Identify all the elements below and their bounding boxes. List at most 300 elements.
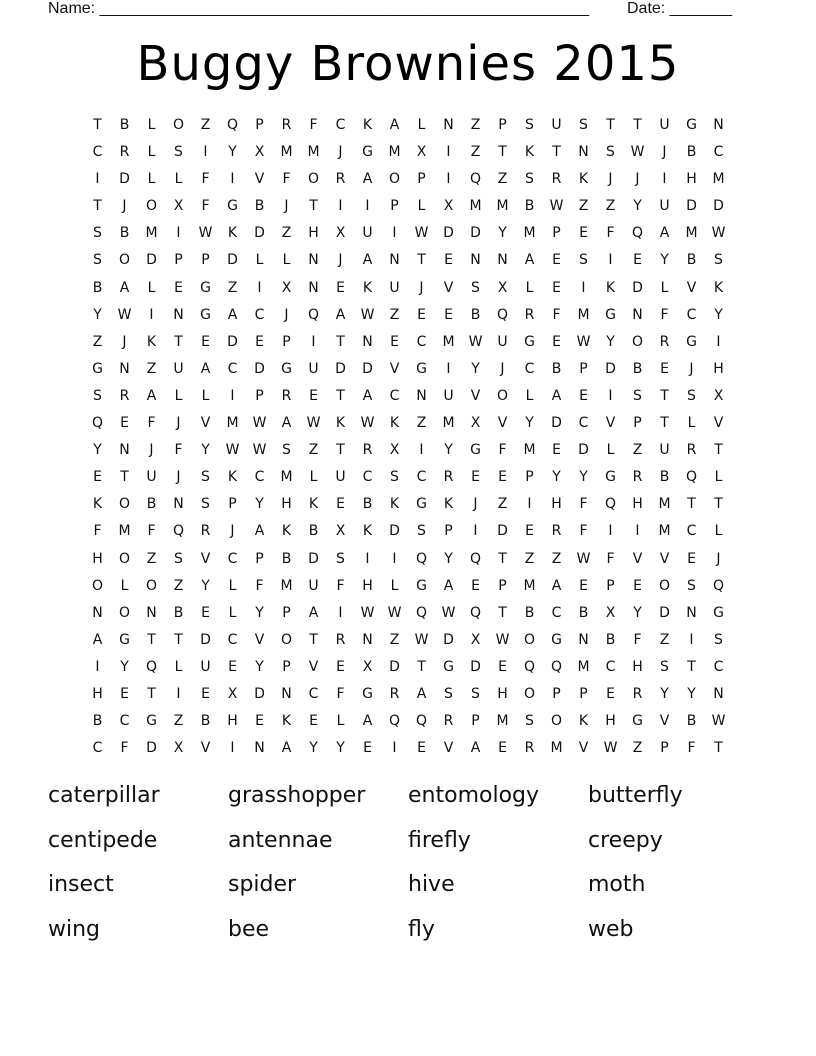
grid-letter: I — [230, 740, 235, 757]
grid-letter: E — [606, 685, 615, 702]
grid-letter: E — [498, 658, 507, 675]
grid-letter: L — [714, 469, 723, 486]
grid-letter: D — [254, 225, 265, 242]
word-bank-item: grasshopper — [228, 783, 366, 808]
grid-letter: F — [336, 577, 345, 594]
grid-letter: J — [230, 523, 235, 540]
grid-letter: Y — [606, 333, 615, 350]
grid-letter: I — [446, 171, 451, 188]
grid-letter: E — [174, 279, 183, 296]
grid-letter: Q — [307, 306, 320, 323]
grid-letter: J — [338, 144, 343, 161]
grid-letter: J — [689, 360, 694, 377]
grid-letter: S — [174, 144, 183, 161]
grid-letter: D — [686, 198, 697, 215]
grid-letter: T — [174, 631, 183, 648]
grid-letter: E — [633, 252, 642, 269]
grid-letter: M — [712, 171, 725, 188]
grid-letter: A — [362, 252, 373, 269]
grid-letter: S — [525, 171, 534, 188]
grid-letter: D — [470, 225, 481, 242]
grid-letter: M — [550, 740, 563, 757]
grid-letter: C — [362, 469, 373, 486]
grid-letter: P — [525, 469, 534, 486]
grid-letter: V — [254, 171, 265, 188]
grid-letter: P — [471, 713, 480, 730]
grid-letter: C — [605, 658, 616, 675]
grid-letter: V — [605, 415, 616, 432]
grid-letter: J — [122, 333, 127, 350]
grid-letter: L — [147, 117, 156, 133]
grid-letter: J — [473, 496, 478, 513]
grid-letter: K — [146, 333, 157, 350]
grid-letter: S — [444, 685, 453, 702]
grid-letter: U — [443, 387, 454, 404]
grid-letter: Y — [660, 685, 669, 702]
grid-letter: L — [147, 171, 156, 188]
grid-letter: R — [551, 523, 562, 540]
grid-letter: H — [362, 577, 373, 594]
grid-letter: K — [524, 144, 535, 161]
grid-letter: O — [307, 171, 320, 188]
grid-letter: L — [228, 577, 237, 594]
grid-letter: G — [551, 631, 562, 648]
grid-letter: D — [713, 198, 724, 215]
grid-letter: B — [200, 713, 211, 730]
grid-letter: S — [714, 252, 723, 269]
grid-letter: P — [282, 333, 291, 350]
grid-letter: B — [308, 523, 319, 540]
grid-letter: P — [282, 604, 291, 621]
grid-letter: L — [147, 144, 156, 161]
grid-letter: J — [149, 442, 154, 459]
grid-letter: T — [417, 252, 426, 269]
grid-letter: T — [498, 550, 507, 567]
grid-letter: E — [579, 225, 588, 242]
grid-letter: J — [500, 360, 505, 377]
grid-letter: A — [308, 604, 319, 621]
grid-letter: L — [525, 279, 534, 296]
grid-letter: X — [713, 387, 724, 404]
grid-letter: P — [255, 387, 264, 404]
grid-letter: E — [309, 387, 318, 404]
word-bank-item: web — [588, 916, 634, 942]
grid-letter: A — [281, 740, 292, 757]
grid-letter: T — [714, 442, 723, 459]
grid-letter: B — [281, 550, 292, 567]
grid-letter: E — [336, 658, 345, 675]
grid-letter: M — [442, 333, 455, 350]
grid-letter: A — [470, 740, 481, 757]
word-bank-item: insect — [48, 872, 114, 897]
grid-letter: E — [552, 252, 561, 269]
grid-letter: W — [603, 740, 618, 757]
grid-letter: S — [471, 279, 480, 296]
grid-letter: J — [284, 198, 289, 215]
grid-letter: F — [579, 496, 588, 513]
grid-letter: O — [118, 496, 131, 513]
grid-letter: X — [497, 279, 508, 296]
grid-letter: T — [336, 387, 345, 404]
grid-letter: M — [469, 198, 482, 215]
grid-letter: U — [308, 360, 319, 377]
grid-letter: I — [392, 550, 397, 567]
grid-letter: X — [362, 658, 373, 675]
grid-letter: B — [362, 496, 373, 513]
grid-letter: F — [309, 117, 318, 133]
grid-letter: N — [146, 604, 157, 621]
grid-letter: Z — [173, 713, 184, 730]
grid-letter: Y — [660, 252, 669, 269]
grid-letter: G — [524, 333, 535, 350]
grid-letter: N — [308, 279, 319, 296]
grid-letter: W — [117, 306, 132, 323]
grid-letter: G — [200, 279, 211, 296]
grid-letter: K — [389, 415, 400, 432]
grid-letter: S — [336, 550, 345, 567]
grid-letter: B — [686, 713, 697, 730]
grid-letter: P — [552, 685, 561, 702]
grid-letter: M — [226, 415, 239, 432]
grid-letter: K — [335, 415, 346, 432]
grid-letter: P — [660, 740, 669, 757]
grid-letter: U — [497, 333, 508, 350]
grid-letter: T — [309, 198, 318, 215]
grid-letter: T — [309, 631, 318, 648]
word-bank-item: caterpillar — [48, 783, 160, 808]
grid-letter: W — [360, 415, 375, 432]
grid-letter: C — [686, 306, 697, 323]
grid-letter: M — [577, 306, 590, 323]
grid-letter: T — [660, 415, 669, 432]
grid-letter: L — [390, 577, 399, 594]
grid-letter: B — [524, 198, 535, 215]
grid-letter: S — [282, 442, 291, 459]
grid-letter: I — [392, 225, 397, 242]
grid-letter: Z — [578, 198, 589, 215]
grid-letter: P — [228, 496, 237, 513]
grid-letter: W — [711, 713, 726, 730]
grid-letter: U — [659, 198, 670, 215]
grid-letter: X — [470, 415, 481, 432]
grid-letter: B — [146, 496, 157, 513]
grid-letter: C — [524, 360, 535, 377]
grid-letter: I — [338, 604, 343, 621]
grid-letter: I — [257, 279, 262, 296]
grid-letter: Y — [687, 685, 696, 702]
grid-letter: V — [308, 658, 319, 675]
grid-letter: O — [496, 387, 509, 404]
grid-letter: Y — [93, 306, 102, 323]
grid-letter: G — [605, 306, 616, 323]
grid-letter: J — [608, 171, 613, 188]
grid-letter: K — [362, 117, 373, 133]
grid-letter: E — [336, 279, 345, 296]
grid-letter: S — [687, 387, 696, 404]
word-bank-item: entomology — [408, 783, 540, 808]
grid-letter: M — [442, 415, 455, 432]
grid-letter: T — [552, 144, 561, 161]
grid-letter: Q — [469, 550, 482, 567]
grid-letter: I — [149, 306, 154, 323]
grid-letter: R — [281, 117, 292, 133]
grid-letter: M — [523, 442, 536, 459]
grid-letter: E — [255, 333, 264, 350]
grid-letter: S — [714, 631, 723, 648]
grid-letter: W — [711, 225, 726, 242]
grid-letter: Y — [444, 550, 453, 567]
grid-letter: D — [443, 631, 454, 648]
grid-letter: T — [417, 658, 426, 675]
grid-letter: S — [390, 469, 399, 486]
grid-letter: W — [576, 550, 591, 567]
grid-letter: C — [92, 740, 103, 757]
grid-letter: Z — [416, 415, 427, 432]
grid-letter: L — [282, 252, 291, 269]
word-bank-item: firefly — [408, 827, 471, 853]
grid-letter: E — [228, 658, 237, 675]
grid-letter: A — [659, 225, 670, 242]
grid-letter: Q — [415, 713, 428, 730]
grid-letter: C — [335, 117, 346, 133]
grid-letter: P — [444, 523, 453, 540]
grid-letter: G — [92, 360, 103, 377]
grid-letter: A — [389, 117, 400, 133]
grid-letter: B — [254, 198, 265, 215]
grid-letter: Y — [228, 144, 237, 161]
grid-letter: C — [254, 306, 265, 323]
grid-letter: D — [389, 523, 400, 540]
grid-letter: M — [118, 523, 131, 540]
grid-letter: O — [118, 252, 131, 269]
grid-letter: F — [606, 550, 615, 567]
grid-letter: W — [252, 442, 267, 459]
grid-letter: V — [578, 740, 589, 757]
grid-letter: E — [687, 550, 696, 567]
grid-letter: N — [119, 442, 130, 459]
grid-letter: W — [468, 333, 483, 350]
grid-letter: I — [176, 225, 181, 242]
grid-letter: E — [390, 333, 399, 350]
grid-letter: U — [173, 360, 184, 377]
grid-letter: I — [419, 442, 424, 459]
grid-letter: K — [389, 496, 400, 513]
grid-letter: J — [662, 144, 667, 161]
grid-letter: T — [93, 198, 102, 215]
grid-letter: M — [658, 496, 671, 513]
grid-letter: L — [255, 252, 264, 269]
grid-letter: U — [308, 577, 319, 594]
grid-letter: F — [336, 685, 345, 702]
grid-letter: D — [497, 523, 508, 540]
grid-letter: N — [416, 387, 427, 404]
grid-letter: Y — [201, 577, 210, 594]
grid-letter: G — [281, 360, 292, 377]
grid-letter: T — [714, 740, 723, 757]
grid-letter: G — [632, 713, 643, 730]
grid-letter: E — [201, 604, 210, 621]
grid-letter: Y — [444, 442, 453, 459]
grid-letter: G — [416, 496, 427, 513]
grid-letter: A — [416, 685, 427, 702]
grid-letter: D — [443, 225, 454, 242]
grid-letter: P — [633, 415, 642, 432]
grid-letter: N — [497, 252, 508, 269]
grid-letter: E — [417, 740, 426, 757]
date-field-label: Date: _______ — [627, 0, 732, 17]
grid-letter: T — [498, 144, 507, 161]
grid-letter: B — [659, 469, 670, 486]
grid-letter: L — [120, 577, 129, 594]
grid-letter: R — [335, 631, 346, 648]
grid-letter: Q — [712, 577, 725, 594]
grid-letter: C — [578, 415, 589, 432]
grid-letter: R — [389, 685, 400, 702]
grid-letter: L — [687, 415, 696, 432]
grid-letter: Y — [471, 360, 480, 377]
grid-letter: Y — [201, 442, 210, 459]
grid-letter: N — [470, 252, 481, 269]
grid-letter: W — [360, 604, 375, 621]
grid-letter: E — [201, 685, 210, 702]
grid-letter: F — [255, 577, 264, 594]
grid-letter: U — [389, 279, 400, 296]
grid-letter: I — [203, 144, 208, 161]
grid-letter: S — [660, 658, 669, 675]
grid-letter: N — [92, 604, 103, 621]
grid-letter: V — [443, 279, 454, 296]
grid-letter: D — [632, 279, 643, 296]
word-bank-item: bee — [228, 916, 270, 942]
grid-letter: N — [308, 252, 319, 269]
grid-letter: O — [658, 577, 671, 594]
grid-letter: Q — [91, 415, 104, 432]
grid-letter: Z — [470, 117, 481, 133]
grid-letter: K — [308, 496, 319, 513]
grid-letter: R — [443, 713, 454, 730]
grid-letter: T — [336, 442, 345, 459]
grid-letter: M — [280, 144, 293, 161]
grid-letter: H — [227, 713, 238, 730]
grid-letter: M — [685, 225, 698, 242]
grid-letter: R — [362, 442, 373, 459]
grid-letter: I — [581, 279, 586, 296]
grid-letter: G — [686, 117, 697, 133]
grid-letter: R — [632, 469, 643, 486]
grid-letter: M — [307, 144, 320, 161]
grid-letter: R — [551, 171, 562, 188]
grid-letter: D — [605, 360, 616, 377]
grid-letter: Z — [308, 442, 319, 459]
grid-letter: F — [147, 415, 156, 432]
grid-letter: T — [687, 496, 696, 513]
grid-letter: S — [93, 252, 102, 269]
grid-letter: Y — [336, 740, 345, 757]
grid-letter: X — [173, 740, 184, 757]
grid-letter: O — [91, 577, 104, 594]
grid-letter: X — [254, 144, 265, 161]
grid-letter: W — [441, 604, 456, 621]
grid-letter: L — [309, 469, 318, 486]
grid-letter: A — [254, 523, 265, 540]
grid-letter: L — [147, 279, 156, 296]
grid-letter: Y — [255, 658, 264, 675]
grid-letter: M — [145, 225, 158, 242]
grid-letter: G — [416, 360, 427, 377]
grid-letter: Q — [604, 496, 617, 513]
grid-letter: G — [443, 658, 454, 675]
grid-letter: N — [578, 144, 589, 161]
grid-letter: R — [335, 171, 346, 188]
grid-letter: U — [551, 117, 562, 133]
grid-letter: K — [362, 279, 373, 296]
grid-letter: D — [578, 442, 589, 459]
grid-letter: N — [578, 631, 589, 648]
grid-letter: O — [280, 631, 293, 648]
page-title: Buggy Brownies 2015 — [136, 36, 680, 92]
grid-letter: C — [254, 469, 265, 486]
grid-letter: J — [419, 279, 424, 296]
grid-letter: L — [660, 279, 669, 296]
grid-letter: H — [551, 496, 562, 513]
grid-letter: R — [686, 442, 697, 459]
word-bank-item: moth — [588, 872, 646, 897]
grid-letter: N — [281, 685, 292, 702]
grid-letter: W — [198, 225, 213, 242]
grid-letter: E — [309, 713, 318, 730]
grid-letter: O — [388, 171, 401, 188]
grid-letter: S — [525, 117, 534, 133]
grid-letter: G — [362, 685, 373, 702]
grid-letter: P — [579, 360, 588, 377]
grid-letter: A — [200, 360, 211, 377]
grid-letter: I — [473, 523, 478, 540]
grid-letter: L — [417, 117, 426, 133]
grid-letter: N — [389, 252, 400, 269]
grid-letter: R — [659, 333, 670, 350]
grid-letter: B — [578, 604, 589, 621]
word-bank-item: fly — [408, 916, 435, 942]
grid-letter: D — [146, 252, 157, 269]
grid-letter: Y — [255, 496, 264, 513]
grid-letter: Z — [497, 496, 508, 513]
grid-letter: K — [605, 279, 616, 296]
grid-letter: K — [281, 713, 292, 730]
grid-letter: B — [119, 117, 130, 133]
grid-letter: T — [687, 658, 696, 675]
grid-letter: Y — [255, 604, 264, 621]
grid-letter: K — [578, 713, 589, 730]
grid-letter: X — [335, 523, 346, 540]
grid-letter: U — [335, 469, 346, 486]
grid-letter: O — [172, 117, 185, 133]
grid-letter: V — [254, 631, 265, 648]
grid-letter: S — [579, 117, 588, 133]
grid-letter: V — [686, 279, 697, 296]
grid-letter: N — [254, 740, 265, 757]
grid-letter: W — [360, 306, 375, 323]
grid-letter: S — [93, 225, 102, 242]
grid-letter: D — [308, 550, 319, 567]
grid-letter: N — [713, 685, 724, 702]
grid-letter: V — [200, 550, 211, 567]
grid-letter: I — [689, 631, 694, 648]
grid-letter: Y — [579, 469, 588, 486]
grid-letter: S — [93, 387, 102, 404]
grid-letter: L — [606, 442, 615, 459]
grid-letter: C — [227, 550, 238, 567]
grid-letter: K — [92, 496, 103, 513]
